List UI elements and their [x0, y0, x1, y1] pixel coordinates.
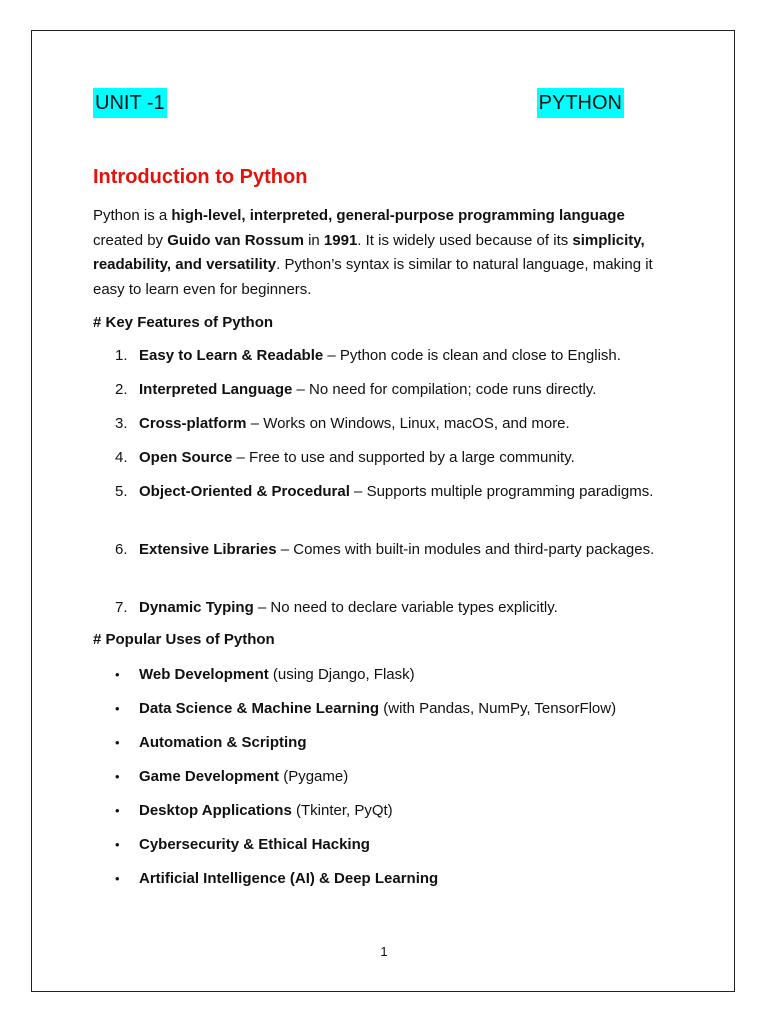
bullet: • [115, 769, 120, 784]
bullet: • [115, 701, 120, 716]
list-item: 4. Open Source – Free to use and supported by a large community. [115, 449, 575, 466]
bullet: • [115, 837, 120, 852]
intro-paragraph: Python is a high-level, interpreted, general-purpose programming language created by Guido van Rossum in 1991. It is widely used because of its simplicity, readability, and versatility. Python’s syntax is similar to natural language, making it easy to learn even for beginners. [93, 207, 653, 298]
list-item: • Game Development (Pygame) [93, 765, 668, 790]
list-item: 1. Easy to Learn & Readable – Python code is clean and close to English. [115, 347, 621, 364]
bullet: • [115, 803, 120, 818]
features-heading: # Key Features of Python [93, 314, 274, 331]
list-item: 3. Cross-platform – Works on Windows, Linux, macOS, and more. [115, 415, 570, 432]
list-item: • Artificial Intelligence (AI) & Deep Learning [93, 867, 668, 892]
bullet: • [115, 871, 120, 886]
list-item: 5. Object-Oriented & Procedural – Supports multiple programming paradigms. [115, 483, 654, 500]
page-number: 1 [380, 944, 388, 959]
list-item: 2. Interpreted Language – No need for compilation; code runs directly. [115, 381, 597, 398]
header-row [93, 88, 624, 118]
bullet: • [115, 667, 120, 682]
list-item: • Desktop Applications (Tkinter, PyQt) [93, 799, 668, 824]
subject-label: PYTHON [537, 88, 624, 118]
bullet: • [115, 735, 120, 750]
unit-label: UNIT -1 [93, 88, 167, 118]
list-item: 7. Dynamic Typing – No need to declare variable types explicitly. [115, 599, 558, 616]
list-item: • Automation & Scripting [93, 731, 668, 756]
section-title: Introduction to Python [93, 166, 308, 188]
list-item: • Cybersecurity & Ethical Hacking [93, 833, 668, 858]
uses-heading: # Popular Uses of Python [93, 631, 275, 648]
list-item: • Data Science & Machine Learning (with Pandas, NumPy, TensorFlow) [93, 697, 668, 722]
list-item: • Web Development (using Django, Flask) [93, 663, 668, 688]
list-item: 6. Extensive Libraries – Comes with built-in modules and third-party packages. [115, 541, 655, 558]
